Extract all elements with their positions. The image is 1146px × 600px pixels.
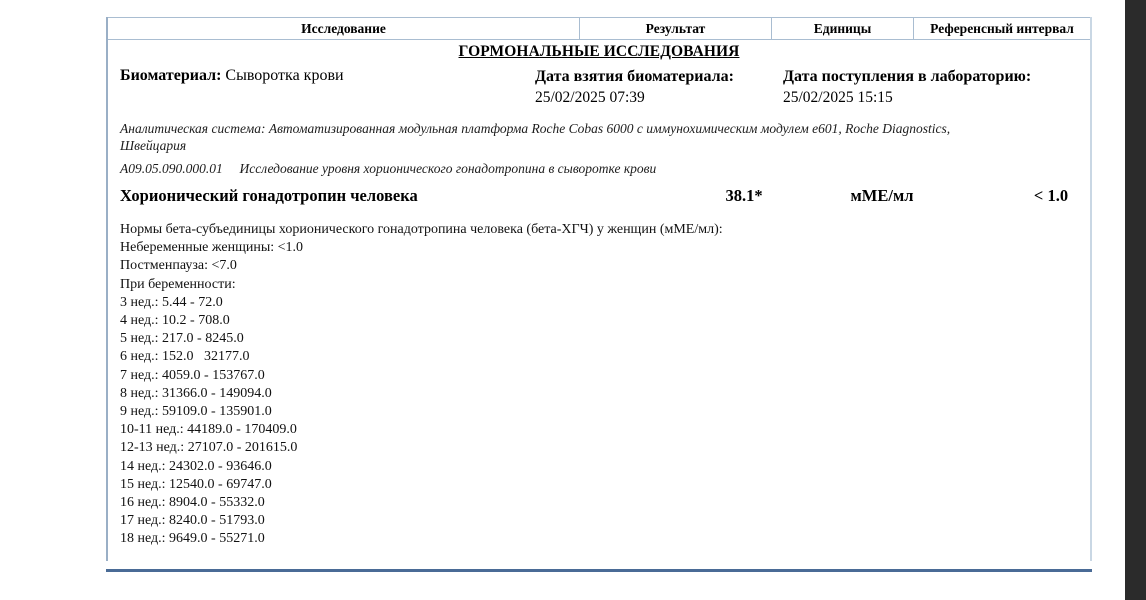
collection-date-label: Дата взятия биоматериала: bbox=[535, 68, 734, 85]
norms-line: 17 нед.: 8240.0 - 51793.0 bbox=[120, 513, 265, 529]
norms-line: 16 нед.: 8904.0 - 55332.0 bbox=[120, 495, 265, 511]
column-header-investigation: Исследование bbox=[108, 18, 580, 39]
column-header-units: Единицы bbox=[772, 18, 914, 39]
results-table-header bbox=[108, 17, 1090, 40]
norms-line: 7 нед.: 4059.0 - 153767.0 bbox=[120, 367, 265, 383]
analysis-code-description: Исследование уровня хорионического гонадотропина в сыворотке крови bbox=[239, 161, 657, 176]
analysis-code-line bbox=[120, 154, 1060, 177]
norms-line: 12-13 нед.: 27107.0 - 201615.0 bbox=[120, 440, 298, 456]
norms-line: 4 нед.: 10.2 - 708.0 bbox=[120, 313, 230, 329]
collection-date-value: 25/02/2025 07:39 bbox=[535, 89, 645, 106]
norms-line-list bbox=[120, 239, 1090, 548]
norms-line: При беременности: bbox=[120, 276, 236, 292]
viewport-right-gap bbox=[1112, 0, 1125, 600]
norms-line: 18 нед.: 9649.0 - 55271.0 bbox=[120, 531, 265, 547]
result-analyte-name: Хорионический гонадотропин человека bbox=[120, 186, 418, 205]
norms-line: Небеременные женщины: <1.0 bbox=[120, 240, 304, 256]
section-title-row bbox=[108, 40, 1090, 62]
norms-line: 10-11 нед.: 44189.0 - 170409.0 bbox=[120, 422, 297, 438]
section-title: ГОРМОНАЛЬНЫЕ ИССЛЕДОВАНИЯ bbox=[458, 43, 740, 60]
analysis-code: A09.05.090.000.01 bbox=[120, 161, 223, 176]
norms-line: 6 нед.: 152.0 32177.0 bbox=[120, 349, 250, 365]
received-date-label: Дата поступления в лабораторию: bbox=[783, 68, 1032, 85]
norms-line: 8 нед.: 31366.0 - 149094.0 bbox=[120, 385, 272, 401]
column-header-result: Результат bbox=[580, 18, 772, 39]
received-date-block bbox=[783, 66, 1093, 108]
result-units: мМЕ/мл bbox=[850, 186, 914, 205]
result-reference-interval: < 1.0 bbox=[1033, 186, 1069, 205]
norms-line: 15 нед.: 12540.0 - 69747.0 bbox=[120, 476, 272, 492]
lab-report-page bbox=[106, 17, 1092, 561]
received-date-value: 25/02/2025 15:15 bbox=[783, 89, 893, 106]
collection-date-block bbox=[535, 66, 783, 108]
norms-line: 5 нед.: 217.0 - 8245.0 bbox=[120, 331, 244, 347]
reference-norms-block bbox=[108, 207, 1090, 561]
viewport-edge-strip bbox=[1125, 0, 1146, 600]
norms-line: Постменпауза: <7.0 bbox=[120, 258, 237, 274]
page-bottom-rule bbox=[106, 569, 1092, 572]
specimen-info-row bbox=[108, 62, 1090, 110]
analytical-system-line-2: Швейцария bbox=[120, 138, 187, 153]
result-value: 38.1* bbox=[725, 186, 763, 205]
analytical-system-line-1: Аналитическая система: Автоматизированная модульная платформа Roche Cobas 6000 с иммунохимическим модулем e601, Roche Diagnostics, bbox=[120, 121, 951, 136]
result-row bbox=[108, 177, 1090, 207]
norms-line: 3 нед.: 5.44 - 72.0 bbox=[120, 294, 223, 310]
column-header-reference-interval: Референсный интервал bbox=[930, 21, 1074, 36]
norms-heading: Нормы бета-субъединицы хорионического гонадотропина человека (бета-ХГЧ) у женщин (мМЕ/мл): bbox=[120, 222, 723, 237]
biomaterial-label: Биоматериал: bbox=[120, 67, 222, 84]
biomaterial-value: Сыворотка крови bbox=[225, 67, 344, 84]
norms-line: 14 нед.: 24302.0 - 93646.0 bbox=[120, 458, 272, 474]
analytical-system-block bbox=[108, 110, 1090, 177]
norms-line: 9 нед.: 59109.0 - 135901.0 bbox=[120, 404, 272, 420]
